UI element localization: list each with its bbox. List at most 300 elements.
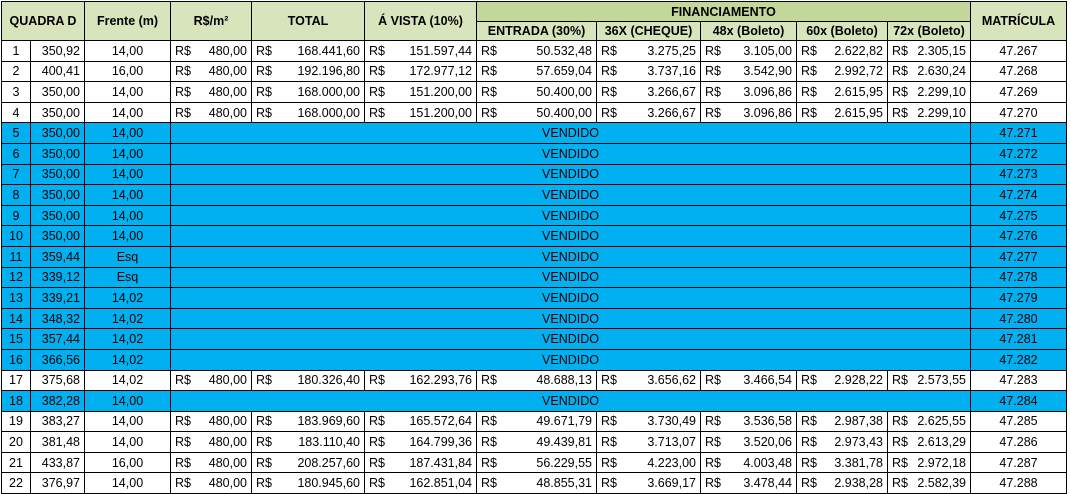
area-cell[interactable]: 350,00 <box>31 164 85 185</box>
installment-48x-cell-value <box>705 62 792 80</box>
vendido-cell[interactable]: VENDIDO <box>171 226 971 247</box>
entrada-cell-value <box>481 474 592 492</box>
frente-cell[interactable]: 14,00 <box>85 41 171 62</box>
amount: 162.851,04 <box>409 476 472 491</box>
currency-symbol: R$ <box>705 84 721 99</box>
table-row <box>2 349 1067 370</box>
header-36x[interactable]: 36X (CHEQUE) <box>597 22 701 41</box>
currency-symbol: R$ <box>369 43 385 58</box>
total-cell[interactable] <box>252 41 365 62</box>
installment-60x-cell[interactable] <box>797 370 888 391</box>
total-cell-value <box>256 412 360 430</box>
installment-36x-cell-value <box>601 474 696 492</box>
matricula-cell[interactable]: 47.268 <box>971 61 1067 82</box>
table-row <box>2 205 1067 226</box>
matricula-cell[interactable]: 47.273 <box>971 164 1067 185</box>
table-row <box>2 329 1067 350</box>
lot-number-cell[interactable]: 19 <box>2 411 31 432</box>
entrada-cell[interactable] <box>477 473 597 494</box>
installment-60x-cell[interactable] <box>797 41 888 62</box>
total-cell[interactable] <box>252 411 365 432</box>
currency-symbol: R$ <box>256 43 272 58</box>
area-cell[interactable]: 350,00 <box>31 123 85 144</box>
installment-48x-cell[interactable] <box>701 370 797 391</box>
total-cell-value <box>256 104 360 122</box>
a-vista-cell[interactable] <box>365 452 477 473</box>
frente-cell[interactable]: Esq <box>85 246 171 267</box>
currency-symbol: R$ <box>601 476 617 491</box>
matricula-cell[interactable]: 47.286 <box>971 432 1067 453</box>
amount: 49.671,79 <box>536 414 592 429</box>
frente-cell[interactable]: 16,00 <box>85 452 171 473</box>
lot-number-cell[interactable]: 11 <box>2 246 31 267</box>
amount: 2.928,22 <box>834 373 883 388</box>
amount: 3.542,90 <box>743 64 792 79</box>
installment-36x-cell[interactable] <box>597 61 701 82</box>
amount: 187.431,84 <box>409 455 472 470</box>
installment-72x-cell[interactable] <box>888 61 971 82</box>
table-row <box>2 185 1067 206</box>
total-cell[interactable] <box>252 432 365 453</box>
installment-60x-cell[interactable] <box>797 82 888 103</box>
header-entrada[interactable]: ENTRADA (30%) <box>477 22 597 41</box>
matricula-cell[interactable]: 47.275 <box>971 205 1067 226</box>
header-financiamento[interactable]: FINANCIAMENTO <box>477 2 971 22</box>
installment-72x-cell[interactable] <box>888 102 971 123</box>
amount: 2.622,82 <box>834 43 883 58</box>
installment-72x-cell-value <box>892 83 966 101</box>
currency-symbol: R$ <box>705 64 721 79</box>
installment-36x-cell[interactable] <box>597 102 701 123</box>
matricula-cell[interactable]: 47.267 <box>971 41 1067 62</box>
amount: 2.973,43 <box>834 435 883 450</box>
currency-symbol: R$ <box>481 84 497 99</box>
a-vista-cell[interactable] <box>365 370 477 391</box>
lot-number-cell[interactable]: 13 <box>2 288 31 309</box>
frente-cell[interactable]: 14,00 <box>85 164 171 185</box>
amount: 3.737,16 <box>647 64 696 79</box>
amount: 2.582,39 <box>917 476 966 491</box>
vendido-cell[interactable]: VENDIDO <box>171 308 971 329</box>
table-row <box>2 102 1067 123</box>
entrada-cell[interactable] <box>477 432 597 453</box>
installment-48x-cell[interactable] <box>701 41 797 62</box>
lot-number-cell[interactable]: 12 <box>2 267 31 288</box>
table-row <box>2 308 1067 329</box>
currency-symbol: R$ <box>601 84 617 99</box>
area-cell[interactable]: 383,27 <box>31 411 85 432</box>
installment-72x-cell-value <box>892 104 966 122</box>
total-cell[interactable] <box>252 61 365 82</box>
currency-symbol: R$ <box>256 435 272 450</box>
amount: 480,00 <box>208 373 247 388</box>
total-cell[interactable] <box>252 82 365 103</box>
frente-cell[interactable]: Esq <box>85 267 171 288</box>
installment-60x-cell[interactable] <box>797 473 888 494</box>
vendido-cell[interactable]: VENDIDO <box>171 123 971 144</box>
amount: 480,00 <box>208 64 247 79</box>
amount: 480,00 <box>208 105 247 120</box>
vendido-cell[interactable]: VENDIDO <box>171 288 971 309</box>
lot-number-cell[interactable]: 1 <box>2 41 31 62</box>
amount: 48.855,31 <box>536 476 592 491</box>
entrada-cell[interactable] <box>477 61 597 82</box>
currency-symbol: R$ <box>601 105 617 120</box>
table-row <box>2 432 1067 453</box>
price-per-m2-cell[interactable] <box>171 82 252 103</box>
area-cell[interactable]: 350,92 <box>31 41 85 62</box>
installment-72x-cell[interactable] <box>888 452 971 473</box>
matricula-cell[interactable]: 47.278 <box>971 267 1067 288</box>
area-cell[interactable]: 350,00 <box>31 205 85 226</box>
price-per-m2-cell[interactable] <box>171 41 252 62</box>
installment-60x-cell[interactable] <box>797 452 888 473</box>
currency-symbol: R$ <box>481 476 497 491</box>
installment-60x-cell-value <box>801 371 883 389</box>
lot-number-cell[interactable]: 4 <box>2 102 31 123</box>
vendido-cell[interactable]: VENDIDO <box>171 349 971 370</box>
installment-72x-cell[interactable] <box>888 41 971 62</box>
area-cell[interactable]: 350,00 <box>31 185 85 206</box>
table-body <box>2 41 1067 494</box>
currency-symbol: R$ <box>256 414 272 429</box>
amount: 3.536,58 <box>743 414 792 429</box>
total-cell[interactable] <box>252 473 365 494</box>
installment-48x-cell-value <box>705 474 792 492</box>
entrada-cell-value <box>481 433 592 451</box>
matricula-cell[interactable]: 47.271 <box>971 123 1067 144</box>
price-per-m2-cell-value <box>175 62 247 80</box>
frente-cell[interactable]: 14,00 <box>85 432 171 453</box>
installment-48x-cell-value <box>705 433 792 451</box>
amount: 50.532,48 <box>536 43 592 58</box>
header-price-per-m2[interactable]: R$/m² <box>171 2 252 41</box>
frente-cell[interactable]: 14,00 <box>85 123 171 144</box>
installment-36x-cell-value <box>601 433 696 451</box>
lot-number-cell[interactable]: 18 <box>2 391 31 412</box>
installment-60x-cell[interactable] <box>797 102 888 123</box>
a-vista-cell-value <box>369 433 472 451</box>
header-total[interactable]: TOTAL <box>252 2 365 41</box>
entrada-cell[interactable] <box>477 102 597 123</box>
lot-number-cell[interactable]: 15 <box>2 329 31 350</box>
vendido-cell[interactable]: VENDIDO <box>171 185 971 206</box>
a-vista-cell[interactable] <box>365 61 477 82</box>
currency-symbol: R$ <box>892 476 908 491</box>
vendido-cell[interactable]: VENDIDO <box>171 143 971 164</box>
header-quadra[interactable]: QUADRA D <box>2 2 85 41</box>
a-vista-cell[interactable] <box>365 432 477 453</box>
a-vista-cell-value <box>369 454 472 472</box>
currency-symbol: R$ <box>256 476 272 491</box>
lot-number-cell[interactable]: 21 <box>2 452 31 473</box>
amount: 3.266,67 <box>647 84 696 99</box>
amount: 168.000,00 <box>297 105 360 120</box>
entrada-cell-value <box>481 412 592 430</box>
a-vista-cell[interactable] <box>365 473 477 494</box>
matricula-cell[interactable]: 47.285 <box>971 411 1067 432</box>
price-per-m2-cell[interactable] <box>171 102 252 123</box>
area-cell[interactable]: 381,48 <box>31 432 85 453</box>
frente-cell[interactable]: 14,02 <box>85 349 171 370</box>
area-cell[interactable]: 350,00 <box>31 226 85 247</box>
matricula-cell[interactable]: 47.269 <box>971 82 1067 103</box>
lot-number-cell[interactable]: 10 <box>2 226 31 247</box>
frente-cell[interactable]: 14,00 <box>85 473 171 494</box>
lot-number-cell[interactable]: 17 <box>2 370 31 391</box>
currency-symbol: R$ <box>892 105 908 120</box>
currency-symbol: R$ <box>481 435 497 450</box>
header-frente[interactable]: Frente (m) <box>85 2 171 41</box>
area-cell[interactable]: 339,12 <box>31 267 85 288</box>
installment-48x-cell[interactable] <box>701 102 797 123</box>
price-per-m2-cell[interactable] <box>171 452 252 473</box>
area-cell[interactable]: 350,00 <box>31 102 85 123</box>
frente-cell[interactable]: 16,00 <box>85 61 171 82</box>
installment-36x-cell[interactable] <box>597 82 701 103</box>
amount: 57.659,04 <box>536 64 592 79</box>
header-matricula[interactable]: MATRÍCULA <box>971 2 1067 41</box>
frente-cell[interactable]: 14,02 <box>85 370 171 391</box>
matricula-cell[interactable]: 47.283 <box>971 370 1067 391</box>
installment-72x-cell-value <box>892 454 966 472</box>
installment-36x-cell[interactable] <box>597 411 701 432</box>
area-cell[interactable]: 376,97 <box>31 473 85 494</box>
lot-number-cell[interactable]: 14 <box>2 308 31 329</box>
total-cell[interactable] <box>252 370 365 391</box>
matricula-cell[interactable]: 47.288 <box>971 473 1067 494</box>
installment-72x-cell[interactable] <box>888 432 971 453</box>
installment-48x-cell[interactable] <box>701 452 797 473</box>
currency-symbol: R$ <box>801 105 817 120</box>
amount: 151.200,00 <box>409 84 472 99</box>
amount: 2.992,72 <box>834 64 883 79</box>
table-row <box>2 267 1067 288</box>
lot-number-cell[interactable]: 22 <box>2 473 31 494</box>
installment-48x-cell[interactable] <box>701 61 797 82</box>
a-vista-cell[interactable] <box>365 411 477 432</box>
installment-48x-cell-value <box>705 104 792 122</box>
entrada-cell-value <box>481 104 592 122</box>
installment-48x-cell-value <box>705 42 792 60</box>
lot-number-cell[interactable]: 2 <box>2 61 31 82</box>
installment-48x-cell[interactable] <box>701 82 797 103</box>
matricula-cell[interactable]: 47.270 <box>971 102 1067 123</box>
frente-cell[interactable]: 14,00 <box>85 226 171 247</box>
installment-72x-cell-value <box>892 371 966 389</box>
header-48x[interactable]: 48x (Boleto) <box>701 22 797 41</box>
currency-symbol: R$ <box>601 435 617 450</box>
header-row-1 <box>2 2 1067 22</box>
lot-number-cell[interactable]: 9 <box>2 205 31 226</box>
table-row <box>2 411 1067 432</box>
entrada-cell[interactable] <box>477 411 597 432</box>
amount: 3.096,86 <box>743 105 792 120</box>
installment-36x-cell[interactable] <box>597 473 701 494</box>
area-cell[interactable]: 339,21 <box>31 288 85 309</box>
installment-36x-cell[interactable] <box>597 452 701 473</box>
matricula-cell[interactable]: 47.277 <box>971 246 1067 267</box>
amount: 151.200,00 <box>409 105 472 120</box>
matricula-cell[interactable]: 47.272 <box>971 143 1067 164</box>
total-cell-value <box>256 62 360 80</box>
amount: 3.275,25 <box>647 43 696 58</box>
installment-36x-cell-value <box>601 83 696 101</box>
amount: 3.478,44 <box>743 476 792 491</box>
frente-cell[interactable]: 14,00 <box>85 411 171 432</box>
matricula-cell[interactable]: 47.281 <box>971 329 1067 350</box>
vendido-cell[interactable]: VENDIDO <box>171 267 971 288</box>
vendido-cell[interactable]: VENDIDO <box>171 164 971 185</box>
entrada-cell[interactable] <box>477 452 597 473</box>
lot-number-cell[interactable]: 16 <box>2 349 31 370</box>
frente-cell[interactable]: 14,02 <box>85 308 171 329</box>
entrada-cell[interactable] <box>477 370 597 391</box>
frente-cell[interactable]: 14,00 <box>85 391 171 412</box>
matricula-cell[interactable]: 47.276 <box>971 226 1067 247</box>
matricula-cell[interactable]: 47.284 <box>971 391 1067 412</box>
lot-number-cell[interactable]: 7 <box>2 164 31 185</box>
total-cell[interactable] <box>252 102 365 123</box>
total-cell-value <box>256 371 360 389</box>
currency-symbol: R$ <box>892 43 908 58</box>
installment-60x-cell[interactable] <box>797 411 888 432</box>
total-cell-value <box>256 454 360 472</box>
lot-number-cell[interactable]: 8 <box>2 185 31 206</box>
a-vista-cell[interactable] <box>365 41 477 62</box>
matricula-cell[interactable]: 47.279 <box>971 288 1067 309</box>
currency-symbol: R$ <box>892 64 908 79</box>
installment-72x-cell[interactable] <box>888 411 971 432</box>
header-72x[interactable]: 72x (Boleto) <box>888 22 971 41</box>
currency-symbol: R$ <box>801 455 817 470</box>
currency-symbol: R$ <box>369 105 385 120</box>
frente-cell[interactable]: 14,00 <box>85 205 171 226</box>
amount: 151.597,44 <box>409 43 472 58</box>
amount: 480,00 <box>208 43 247 58</box>
lot-number-cell[interactable]: 3 <box>2 82 31 103</box>
currency-symbol: R$ <box>256 64 272 79</box>
price-per-m2-cell[interactable] <box>171 432 252 453</box>
lot-number-cell[interactable]: 6 <box>2 143 31 164</box>
vendido-cell[interactable]: VENDIDO <box>171 391 971 412</box>
area-cell[interactable]: 375,68 <box>31 370 85 391</box>
currency-symbol: R$ <box>256 84 272 99</box>
vendido-cell[interactable]: VENDIDO <box>171 329 971 350</box>
matricula-cell[interactable]: 47.282 <box>971 349 1067 370</box>
installment-36x-cell[interactable] <box>597 432 701 453</box>
vendido-cell[interactable]: VENDIDO <box>171 205 971 226</box>
currency-symbol: R$ <box>705 373 721 388</box>
amount: 3.105,00 <box>743 43 792 58</box>
price-per-m2-cell[interactable] <box>171 61 252 82</box>
frente-cell[interactable]: 14,00 <box>85 143 171 164</box>
amount: 2.615,95 <box>834 84 883 99</box>
lot-number-cell[interactable]: 20 <box>2 432 31 453</box>
currency-symbol: R$ <box>369 476 385 491</box>
frente-cell[interactable]: 14,00 <box>85 82 171 103</box>
area-cell[interactable]: 359,44 <box>31 246 85 267</box>
entrada-cell[interactable] <box>477 82 597 103</box>
installment-72x-cell[interactable] <box>888 473 971 494</box>
amount: 2.305,15 <box>917 43 966 58</box>
table-row <box>2 143 1067 164</box>
price-per-m2-cell-value <box>175 433 247 451</box>
table-row <box>2 452 1067 473</box>
price-per-m2-cell[interactable] <box>171 370 252 391</box>
amount: 2.987,38 <box>834 414 883 429</box>
area-cell[interactable]: 382,28 <box>31 391 85 412</box>
matricula-cell[interactable]: 47.274 <box>971 185 1067 206</box>
table-row <box>2 391 1067 412</box>
installment-48x-cell-value <box>705 371 792 389</box>
entrada-cell-value <box>481 62 592 80</box>
installment-48x-cell[interactable] <box>701 473 797 494</box>
frente-cell[interactable]: 14,00 <box>85 185 171 206</box>
installment-48x-cell[interactable] <box>701 432 797 453</box>
currency-symbol: R$ <box>175 476 191 491</box>
frente-cell[interactable]: 14,00 <box>85 102 171 123</box>
a-vista-cell[interactable] <box>365 82 477 103</box>
price-per-m2-cell[interactable] <box>171 473 252 494</box>
currency-symbol: R$ <box>705 43 721 58</box>
area-cell[interactable]: 348,32 <box>31 308 85 329</box>
entrada-cell[interactable] <box>477 41 597 62</box>
installment-36x-cell-value <box>601 454 696 472</box>
header-a-vista[interactable]: Á VISTA (10%) <box>365 2 477 41</box>
header-60x[interactable]: 60x (Boleto) <box>797 22 888 41</box>
area-cell[interactable]: 433,87 <box>31 452 85 473</box>
amount: 3.520,06 <box>743 435 792 450</box>
installment-60x-cell[interactable] <box>797 61 888 82</box>
price-per-m2-cell[interactable] <box>171 411 252 432</box>
amount: 3.266,67 <box>647 105 696 120</box>
currency-symbol: R$ <box>892 455 908 470</box>
currency-symbol: R$ <box>801 476 817 491</box>
amount: 50.400,00 <box>536 84 592 99</box>
amount: 3.713,07 <box>647 435 696 450</box>
installment-60x-cell-value <box>801 454 883 472</box>
installment-72x-cell[interactable] <box>888 82 971 103</box>
amount: 2.625,55 <box>917 414 966 429</box>
total-cell-value <box>256 433 360 451</box>
matricula-cell[interactable]: 47.287 <box>971 452 1067 473</box>
currency-symbol: R$ <box>175 43 191 58</box>
installment-60x-cell[interactable] <box>797 432 888 453</box>
area-cell[interactable]: 366,56 <box>31 349 85 370</box>
installment-48x-cell[interactable] <box>701 411 797 432</box>
installment-36x-cell[interactable] <box>597 370 701 391</box>
area-cell[interactable]: 400,41 <box>31 61 85 82</box>
lot-number-cell[interactable]: 5 <box>2 123 31 144</box>
area-cell[interactable]: 350,00 <box>31 82 85 103</box>
a-vista-cell-value <box>369 83 472 101</box>
a-vista-cell[interactable] <box>365 102 477 123</box>
frente-cell[interactable]: 14,02 <box>85 329 171 350</box>
currency-symbol: R$ <box>892 373 908 388</box>
matricula-cell[interactable]: 47.280 <box>971 308 1067 329</box>
amount: 2.573,55 <box>917 373 966 388</box>
currency-symbol: R$ <box>369 84 385 99</box>
price-per-m2-cell-value <box>175 412 247 430</box>
installment-72x-cell[interactable] <box>888 370 971 391</box>
installment-36x-cell[interactable] <box>597 41 701 62</box>
area-cell[interactable]: 350,00 <box>31 143 85 164</box>
frente-cell[interactable]: 14,02 <box>85 288 171 309</box>
vendido-cell[interactable]: VENDIDO <box>171 246 971 267</box>
area-cell[interactable]: 357,44 <box>31 329 85 350</box>
total-cell[interactable] <box>252 452 365 473</box>
